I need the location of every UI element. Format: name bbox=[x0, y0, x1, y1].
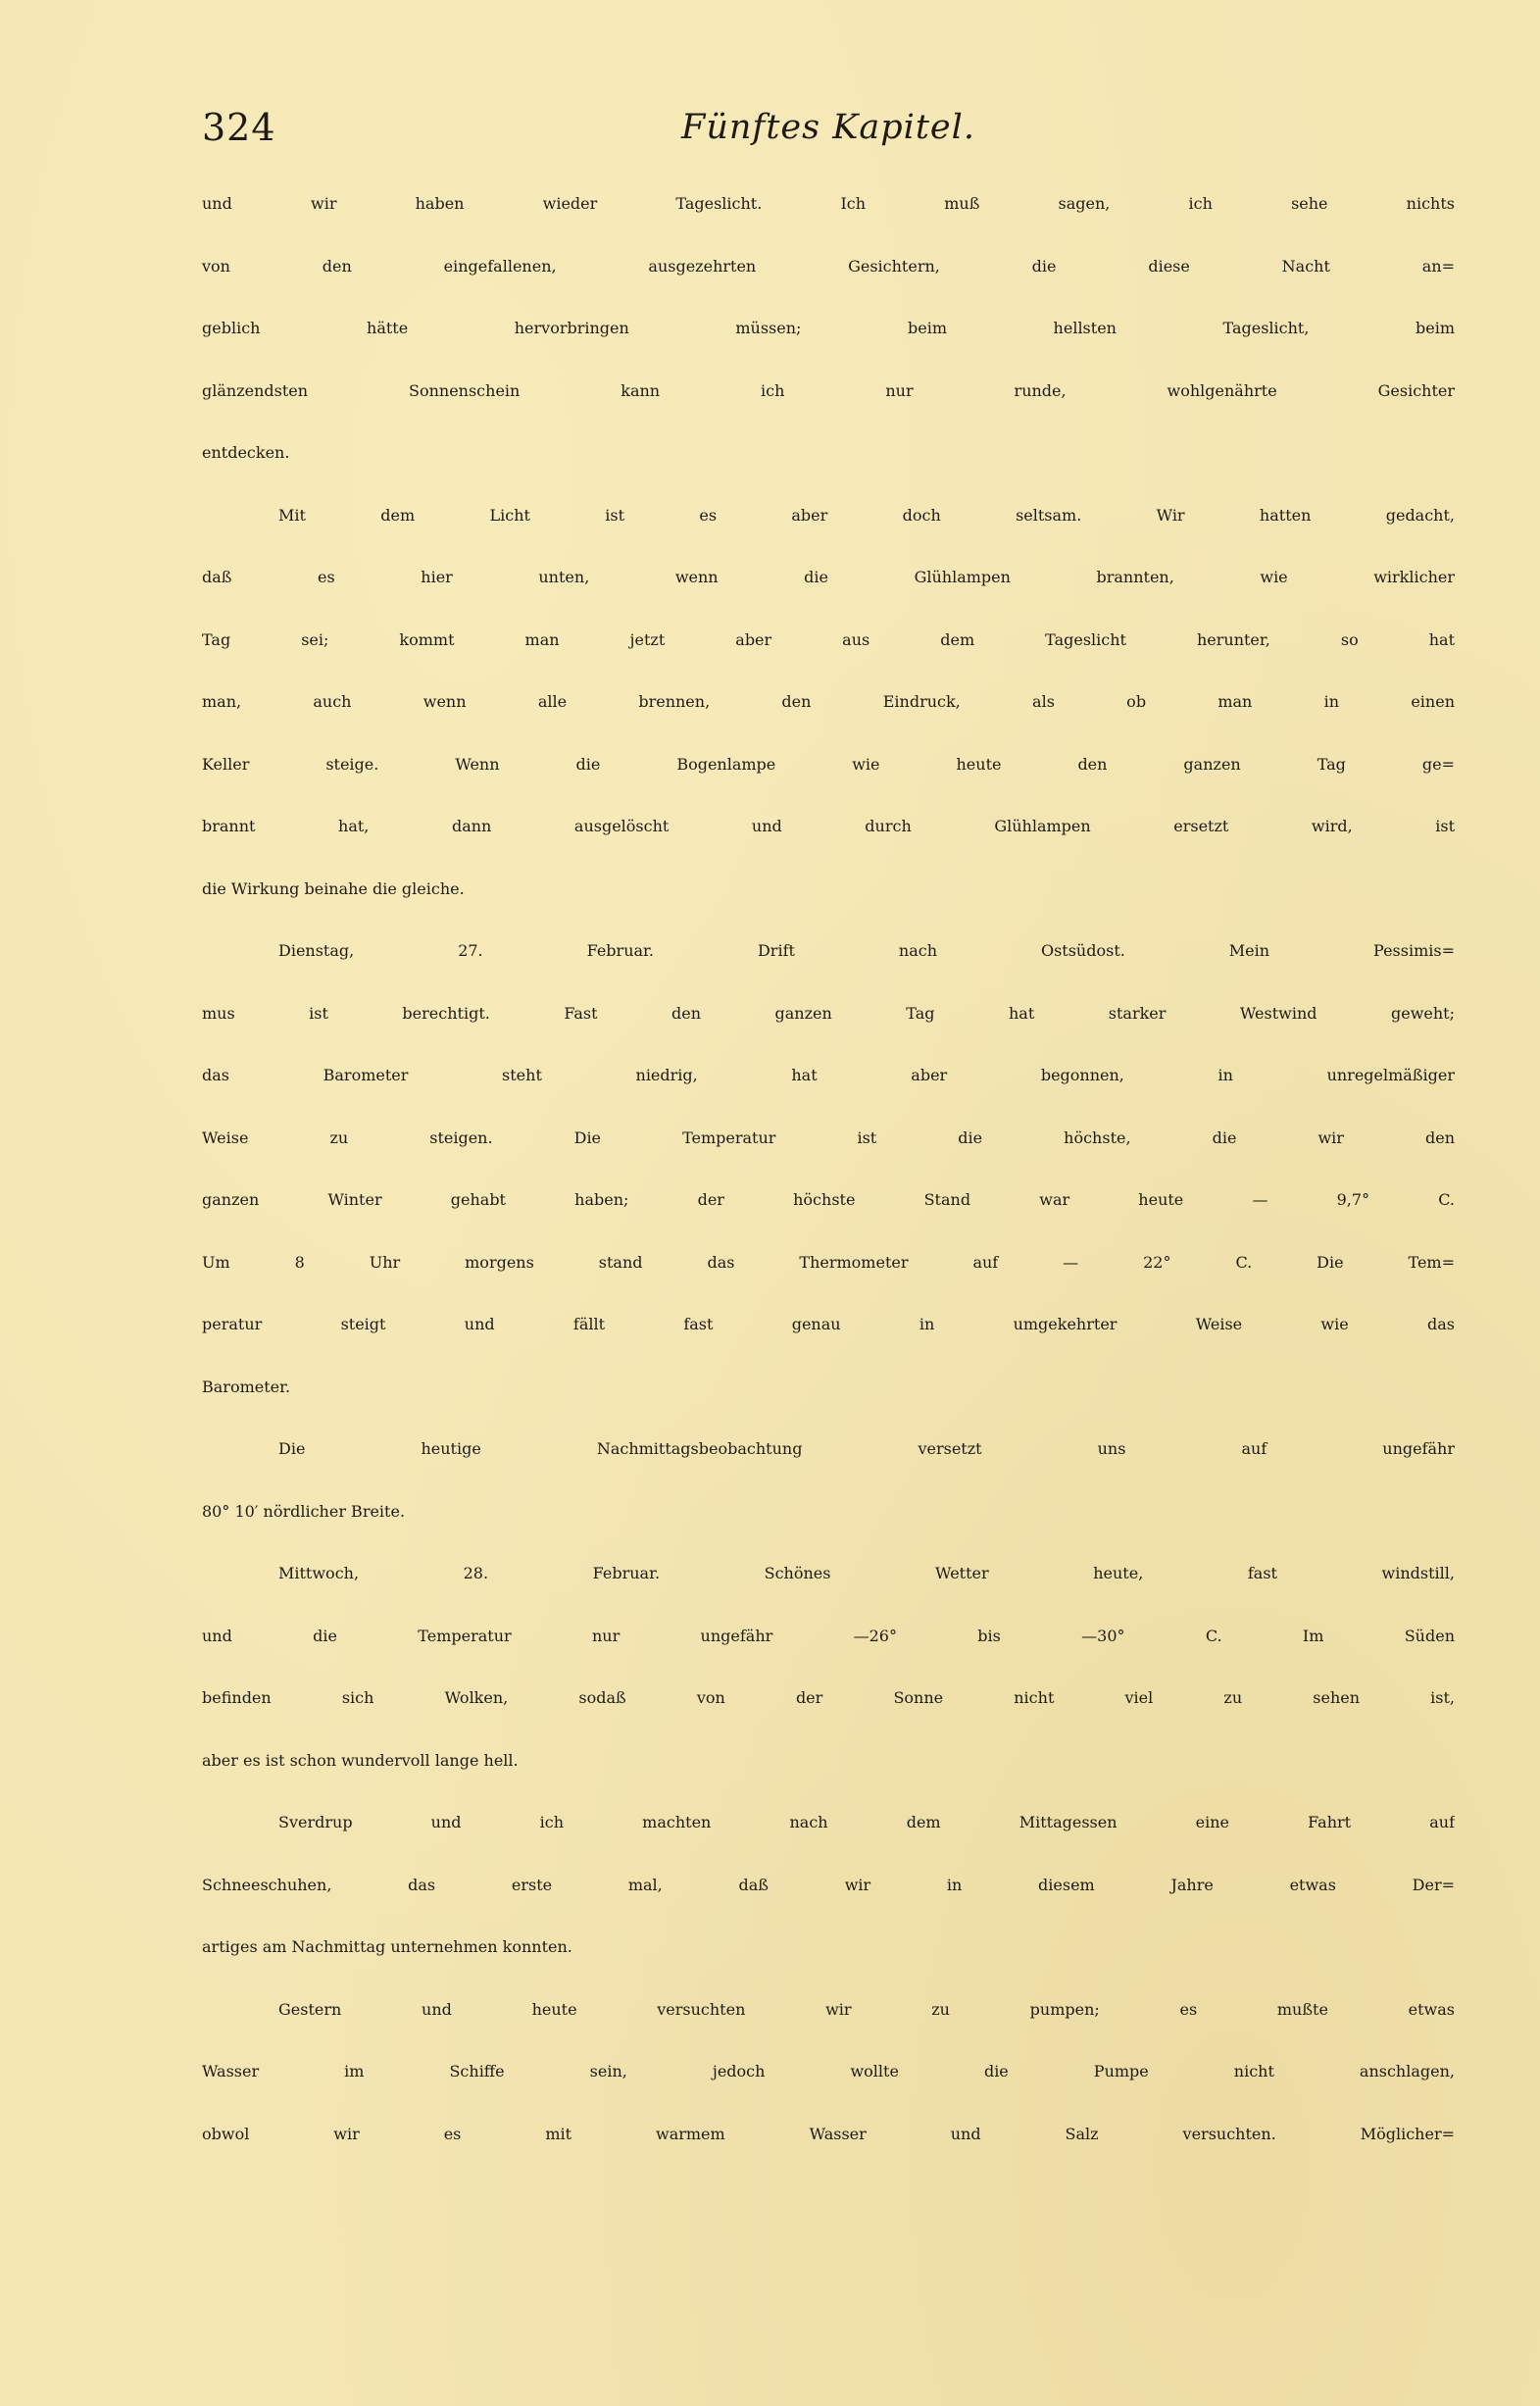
text-line: artiges am Nachmittag unternehmen konnten. bbox=[202, 1937, 572, 1956]
text-line: die Wirkung beinahe die gleiche. bbox=[202, 878, 465, 898]
paragraph bbox=[202, 2000, 1455, 2187]
text-line: aber es ist schon wundervoll lange hell. bbox=[202, 1750, 519, 1770]
text-line: das Barometer steht niedrig, hat aber begonnen, in unregelmäßiger bbox=[202, 1066, 1455, 1084]
paragraph bbox=[202, 1813, 1455, 2000]
book-page bbox=[202, 98, 1455, 2143]
text-line: und wir haben wieder Tageslicht. Ich muß sagen, ich sehe nichts bbox=[202, 194, 1455, 213]
text-line: geblich hätte hervorbringen müssen; beim hellsten Tageslicht, beim bbox=[202, 319, 1455, 337]
body-text bbox=[202, 194, 1455, 2186]
text-line: und die Temperatur nur ungefähr —26° bis —30° C. Im Süden bbox=[202, 1626, 1455, 1645]
page-header bbox=[202, 98, 1455, 157]
text-line: mus ist berechtigt. Fast den ganzen Tag hat starker Westwind geweht; bbox=[202, 1003, 1455, 1023]
text-line: entdecken. bbox=[202, 443, 290, 462]
paragraph bbox=[202, 941, 1455, 1439]
paragraph bbox=[202, 1564, 1455, 1813]
page-number: 324 bbox=[202, 106, 276, 149]
text-line: Wasser im Schiffe sein, jedoch wollte die Pumpe nicht anschlagen, bbox=[202, 2062, 1455, 2080]
text-line: Mittwoch, 28. Februar. Schönes Wetter heute, fast windstill, bbox=[278, 1564, 1455, 1582]
text-line: brannt hat, dann ausgelöscht und durch Glühlampen ersetzt wird, ist bbox=[202, 817, 1455, 835]
text-line: Schneeschuhen, das erste mal, daß wir in diesem Jahre etwas Der= bbox=[202, 1875, 1455, 1894]
text-line: Dienstag, 27. Februar. Drift nach Ostsüdost. Mein Pessimis= bbox=[278, 941, 1455, 960]
text-line: Weise zu steigen. Die Temperatur ist die höchste, die wir den bbox=[202, 1128, 1455, 1147]
text-line: 80° 10′ nördlicher Breite. bbox=[202, 1501, 406, 1521]
text-line: Gestern und heute versuchten wir zu pumpen; es mußte etwas bbox=[278, 1999, 1455, 2019]
text-line: Mit dem Licht ist es aber doch seltsam. Wir hatten gedacht, bbox=[278, 505, 1455, 525]
paragraph bbox=[202, 1439, 1455, 1564]
text-line: Um 8 Uhr morgens stand das Thermometer auf — 22° C. Die Tem= bbox=[202, 1252, 1455, 1272]
text-line: Sverdrup und ich machten nach dem Mittagessen eine Fahrt auf bbox=[278, 1813, 1455, 1831]
text-line: Tag sei; kommt man jetzt aber aus dem Tageslicht herunter, so hat bbox=[202, 629, 1455, 649]
paragraph bbox=[202, 506, 1455, 942]
running-head: Fünftes Kapitel. bbox=[681, 108, 975, 147]
text-line: Die heutige Nachmittagsbeobachtung versetzt uns auf ungefähr bbox=[278, 1439, 1455, 1458]
text-line: ganzen Winter gehabt haben; der höchste Stand war heute — 9,7° C. bbox=[202, 1190, 1455, 1209]
text-line: daß es hier unten, wenn die Glühlampen brannten, wie wirklicher bbox=[202, 568, 1455, 586]
text-line: Keller steige. Wenn die Bogenlampe wie heute den ganzen Tag ge= bbox=[202, 754, 1455, 774]
text-line: man, auch wenn alle brennen, den Eindruck, als ob man in einen bbox=[202, 692, 1455, 711]
text-line: glänzendsten Sonnenschein kann ich nur runde, wohlgenährte Gesichter bbox=[202, 380, 1455, 400]
text-line: von den eingefallenen, ausgezehrten Gesichtern, die diese Nacht an= bbox=[202, 256, 1455, 276]
text-line: peratur steigt und fällt fast genau in umgekehrter Weise wie das bbox=[202, 1315, 1455, 1333]
text-line: befinden sich Wolken, sodaß von der Sonne nicht viel zu sehen ist, bbox=[202, 1688, 1455, 1707]
text-line: Barometer. bbox=[202, 1377, 291, 1396]
paragraph bbox=[202, 194, 1455, 506]
text-line: obwol wir es mit warmem Wasser und Salz versuchten. Möglicher= bbox=[202, 2124, 1455, 2143]
